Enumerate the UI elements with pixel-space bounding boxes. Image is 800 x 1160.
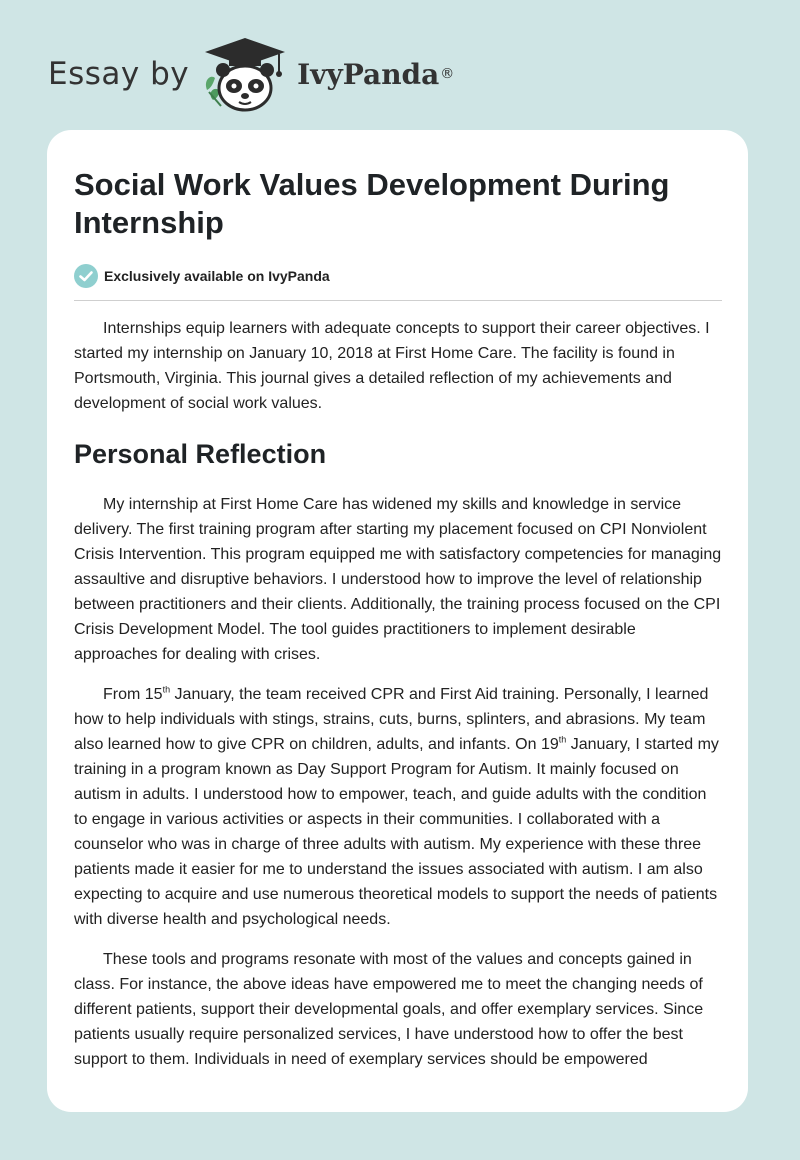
body-paragraph-2	[74, 682, 722, 932]
article-content	[47, 130, 748, 1072]
article-card	[47, 130, 748, 1112]
check-circle-icon	[74, 264, 98, 288]
brand-prefix: Essay by	[48, 56, 190, 92]
body-paragraph-1: My internship at First Home Care has widened my skills and knowledge in service delivery. The first training program after starting my placement focused on CPI Nonviolent Crisis Intervention. This program equipped me with satisfactory competencies for managing assaultive and disruptive behaviors. I understood how to improve the level of relationship between practitioners and their clients. Additionally, the training process focused on the CPI Crisis Development Model. The tool guides practitioners to implement desirable approaches for dealing with crises.	[74, 496, 722, 663]
panda-graduate-logo-icon	[199, 34, 291, 114]
body-paragraph-3: These tools and programs resonate with most of the values and concepts gained in class. For instance, the above ideas have empowered me to meet the changing needs of different patients, support their developmental goals, and offer exemplary services. Since patients usually require personalized services, I have understood how to offer the best support to them. Individuals in need of exemplary services should be empowered	[74, 951, 704, 1068]
brand-logo[interactable]	[48, 34, 454, 114]
section-heading: Personal Reflection	[74, 439, 327, 469]
exclusive-badge	[74, 264, 722, 301]
brand-registered-mark: ®	[440, 66, 455, 82]
exclusive-badge-text: Exclusively available on IvyPanda	[104, 268, 330, 284]
paragraph-2-text-b: January, the team received CPR and First Aid training. Personally, I learned how to help individuals with stings, strains, cuts, burns, splinters, and abrasions. My team also learned how to give CPR on children, adults, and infants. On 19	[74, 686, 709, 753]
intro-paragraph: Internships equip learners with adequate concepts to support their career objectives. I started my internship on January 10, 2018 at First Home Care. The facility is found in Portsmouth, Virginia. This journal gives a detailed reflection of my achievements and development of social work values.	[74, 320, 710, 412]
brand-name: IvyPanda	[297, 57, 440, 91]
paragraph-2-text-c: January, I started my training in a program known as Day Support Program for Autism. It mainly focused on autism in adults. I understood how to empower, teach, and guide adults with the condition to engage in various activities or aspects in their communities. I collaborated with a counselor who was in charge of three adults with autism. My experience with these three patients made it easier for me to understand the issues associated with autism. I am also expecting to acquire and use numerous theoretical models to support the needs of patients with diverse health and psychological needs.	[74, 736, 719, 928]
ordinal-suffix-1: th	[162, 684, 171, 695]
article-title: Social Work Values Development During Internship	[74, 167, 670, 240]
paragraph-2-text-a: From 15	[103, 686, 163, 703]
ordinal-suffix-2: th	[558, 734, 567, 745]
